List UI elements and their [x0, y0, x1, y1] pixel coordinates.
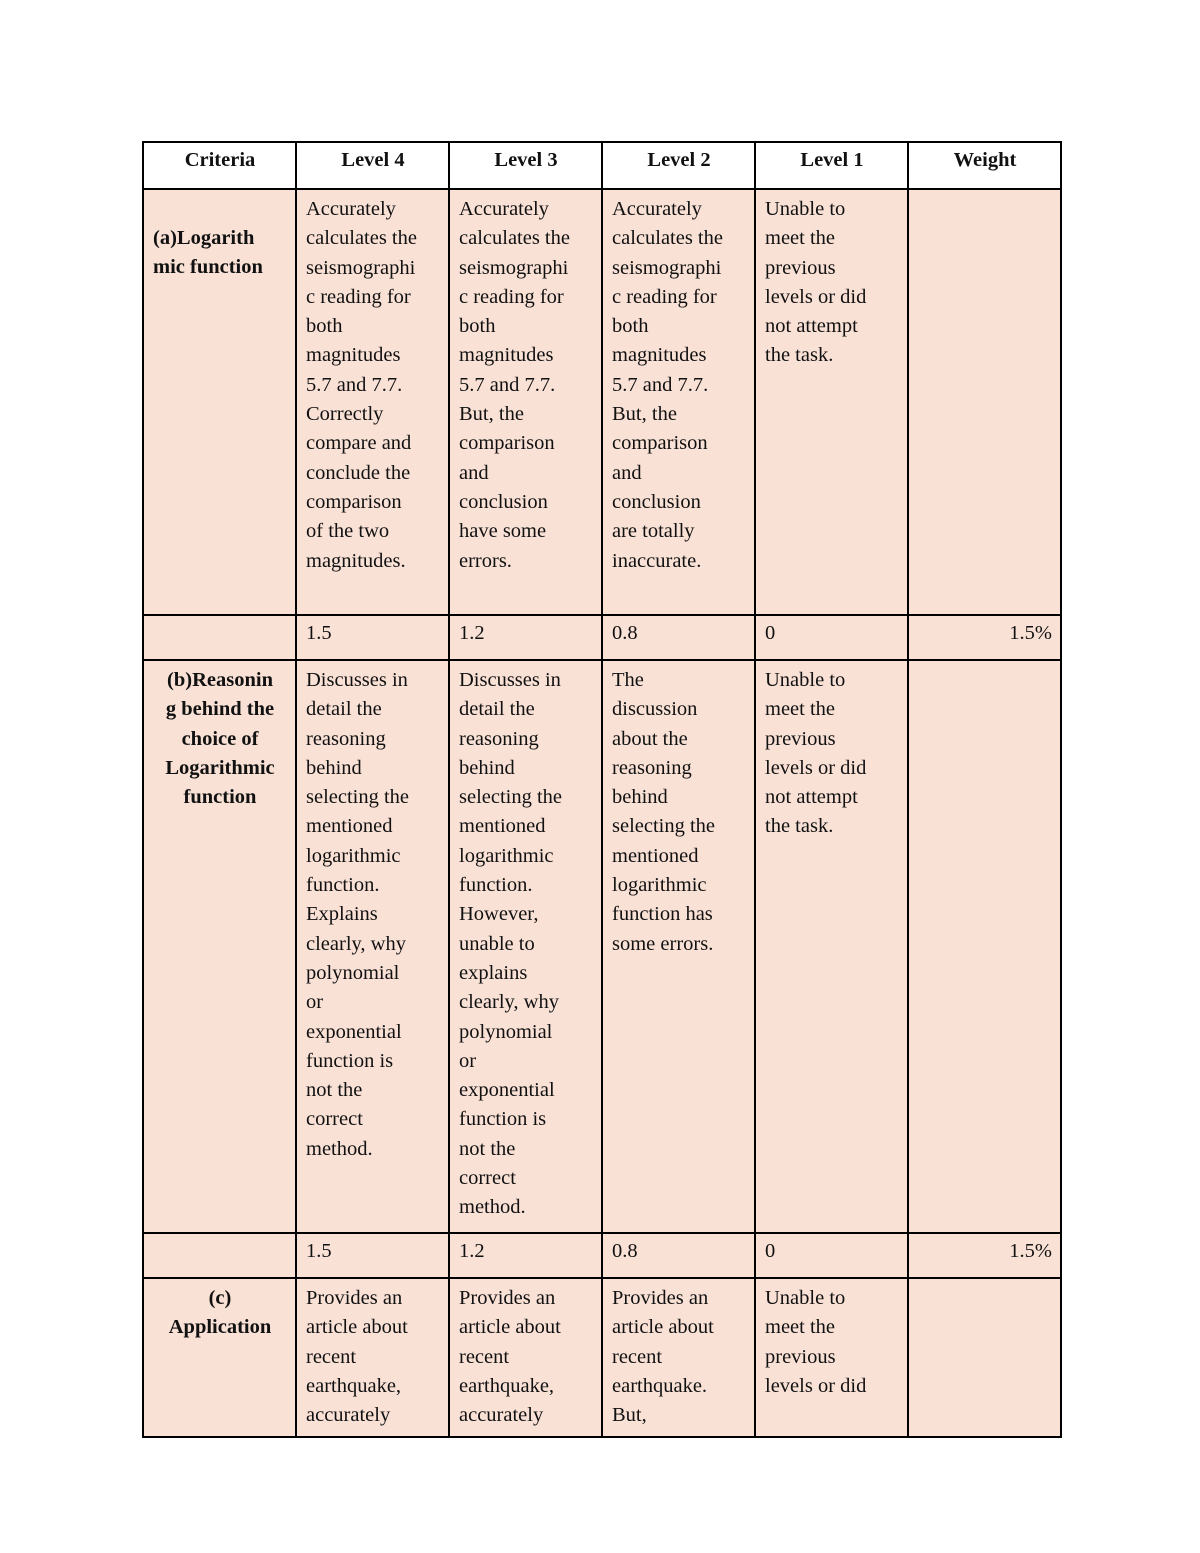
level-1-text: Unable to meet the previous levels or did not attempt the task.	[765, 669, 867, 838]
level-2-descriptor	[602, 660, 755, 1233]
header-level-3: Level 3	[449, 142, 602, 189]
level-1-descriptor	[755, 660, 908, 1233]
criterion-label	[143, 189, 296, 615]
score-row-b	[143, 1233, 1061, 1278]
level-1-descriptor	[755, 1278, 908, 1437]
weight-cell	[908, 189, 1061, 615]
criterion-row-b	[143, 660, 1061, 1233]
level-4-descriptor	[296, 189, 449, 615]
score-level-3: 1.2	[449, 615, 602, 660]
score-level-2: 0.8	[602, 1233, 755, 1278]
criterion-row-c	[143, 1278, 1061, 1437]
score-level-4: 1.5	[296, 1233, 449, 1278]
header-level-1: Level 1	[755, 142, 908, 189]
criterion-label-text: (b)Reasonin g behind the choice of Logarithmic function	[165, 669, 275, 809]
score-level-4: 1.5	[296, 615, 449, 660]
criterion-label-text: (a)Logarith mic function	[153, 227, 263, 279]
score-level-1: 0	[755, 1233, 908, 1278]
level-4-text: Accurately calculates the seismographi c reading for both magnitudes 5.7 and 7.7. Correctly compare and conclude the comparison of the two magnitudes.	[306, 198, 417, 572]
level-4-text: Discusses in detail the reasoning behind selecting the mentioned logarithmic function. Explains clearly, why polynomial or exponential function is not the correct method.	[306, 669, 410, 1160]
level-3-text: Provides an article about recent earthquake, accurately	[459, 1287, 561, 1427]
level-1-descriptor	[755, 189, 908, 615]
header-row	[143, 142, 1061, 189]
header-level-4: Level 4	[296, 142, 449, 189]
rubric-table	[142, 141, 1062, 1438]
header-criteria: Criteria	[143, 142, 296, 189]
score-weight: 1.5%	[908, 615, 1061, 660]
level-3-descriptor	[449, 1278, 602, 1437]
criterion-row-a	[143, 189, 1061, 615]
score-criteria-cell	[143, 1233, 296, 1278]
level-3-descriptor	[449, 660, 602, 1233]
level-1-text: Unable to meet the previous levels or did not attempt the task.	[765, 198, 867, 367]
level-1-text: Unable to meet the previous levels or did	[765, 1287, 867, 1397]
weight-cell	[908, 1278, 1061, 1437]
level-2-descriptor	[602, 189, 755, 615]
criterion-label	[143, 1278, 296, 1437]
level-3-text: Accurately calculates the seismographi c reading for both magnitudes 5.7 and 7.7. But, the comparison and conclusion have some errors.	[459, 198, 570, 572]
header-level-2: Level 2	[602, 142, 755, 189]
level-4-descriptor	[296, 1278, 449, 1437]
score-criteria-cell	[143, 615, 296, 660]
criterion-label	[143, 660, 296, 1233]
level-2-text: Provides an article about recent earthquake. But,	[612, 1287, 714, 1427]
level-3-descriptor	[449, 189, 602, 615]
criterion-label-text: (c) Application	[168, 1287, 272, 1339]
level-2-descriptor	[602, 1278, 755, 1437]
level-4-text: Provides an article about recent earthquake, accurately	[306, 1287, 408, 1427]
score-level-3: 1.2	[449, 1233, 602, 1278]
level-2-text: The discussion about the reasoning behind selecting the mentioned logarithmic function has some errors.	[612, 669, 716, 955]
level-2-text: Accurately calculates the seismographi c reading for both magnitudes 5.7 and 7.7. But, the comparison and conclusion are totally inaccurate.	[612, 198, 723, 572]
header-weight: Weight	[908, 142, 1061, 189]
score-row-a	[143, 615, 1061, 660]
level-3-text: Discusses in detail the reasoning behind selecting the mentioned logarithmic function. However, unable to explains clearly, why polynomial or exponential function is not the correct method.	[459, 669, 563, 1219]
score-level-1: 0	[755, 615, 908, 660]
level-4-descriptor	[296, 660, 449, 1233]
weight-cell	[908, 660, 1061, 1233]
score-level-2: 0.8	[602, 615, 755, 660]
score-weight: 1.5%	[908, 1233, 1061, 1278]
